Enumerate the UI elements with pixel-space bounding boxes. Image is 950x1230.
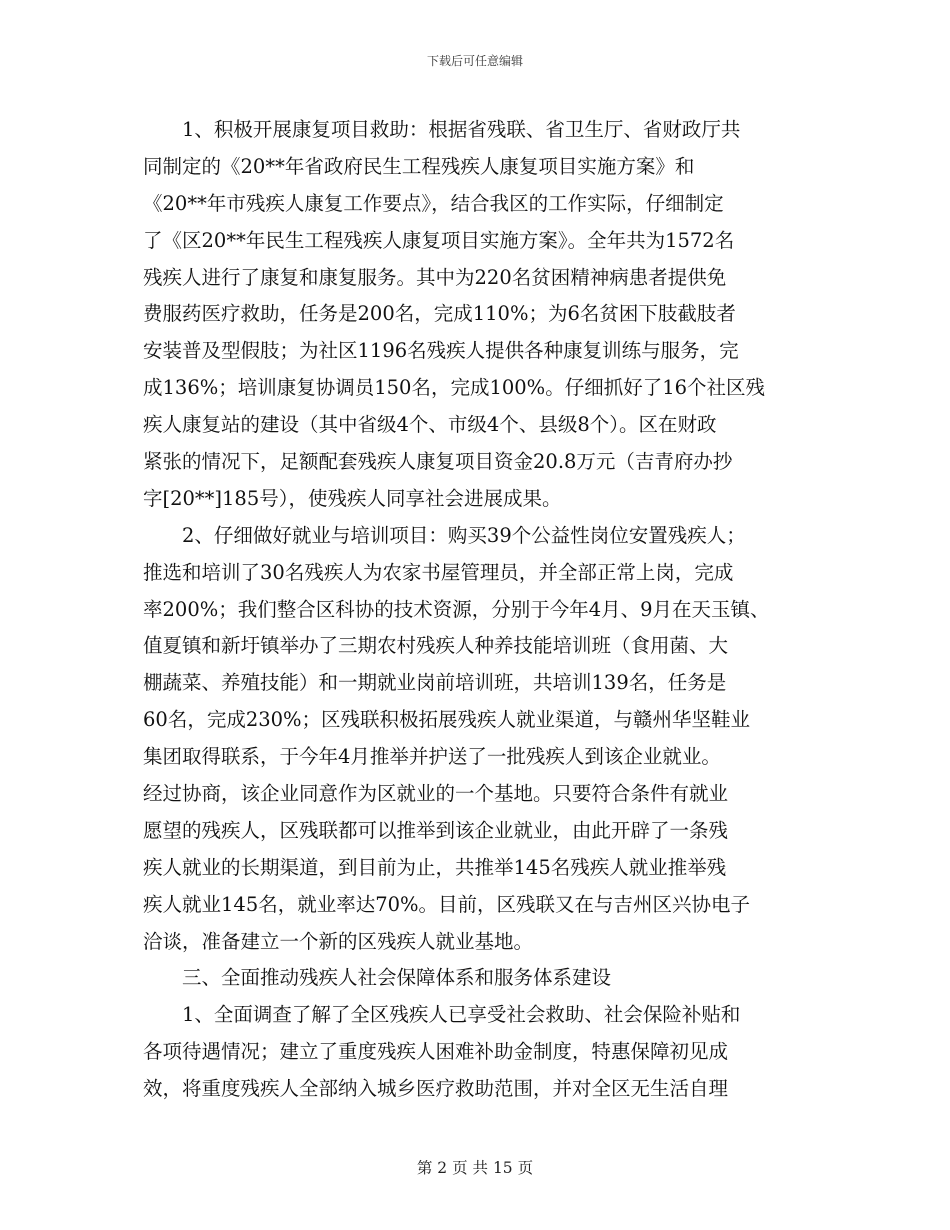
text-line: 安装普及型假肢；为社区1196名残疾人提供各种康复训练与服务，完 bbox=[143, 339, 739, 363]
text-line: 字[20**]185号），使残疾人同享社会进展成果。 bbox=[143, 486, 562, 510]
text-line: 率200%；我们整合区科协的技术资源，分别于今年4月、9月在天玉镇、 bbox=[143, 597, 770, 621]
page-header: 下载后可任意编辑 bbox=[426, 54, 523, 68]
page-footer: 第 2 页 共 15 页 bbox=[416, 1159, 534, 1177]
text-line: 疾人就业的长期渠道，到目前为止，共推举145名残疾人就业推举残 bbox=[143, 855, 727, 879]
body-text bbox=[143, 112, 833, 1108]
text-line: 集团取得联系，于今年4月推举并护送了一批残疾人到该企业就业。 bbox=[143, 745, 721, 769]
text-line: 洽谈，准备建立一个新的区残疾人就业基地。 bbox=[143, 929, 534, 953]
text-line: 疾人康复站的建设（其中省级4个、市级4个、县级8个）。区在财政 bbox=[143, 413, 717, 437]
text-line: 各项待遇情况；建立了重度残疾人困难补助金制度，特惠保障初见成 bbox=[143, 1040, 729, 1064]
text-line: 2、仔细做好就业与培训项目：购买39个公益性岗位安置残疾人； bbox=[182, 523, 746, 547]
text-line: 愿望的残疾人，区残联都可以推举到该企业就业，由此开辟了一条残 bbox=[143, 818, 729, 842]
text-line: 1、全面调查了解了全区残疾人已享受社会救助、社会保险补贴和 bbox=[182, 1003, 741, 1027]
text-line: 1、积极开展康复项目救助：根据省残联、省卫生厅、省财政厅共 bbox=[182, 118, 741, 141]
text-line: 同制定的《20**年省政府民生工程残疾人康复项目实施方案》和 bbox=[143, 154, 695, 178]
text-line: 60名，完成230%；区残联积极拓展残疾人就业渠道，与赣州华坚鞋业 bbox=[143, 708, 751, 732]
text-line: 效，将重度残疾人全部纳入城乡医疗救助范围，并对全区无生活自理 bbox=[143, 1077, 729, 1101]
text-line: 残疾人进行了康复和康复服务。其中为220名贫困精神病患者提供免 bbox=[143, 265, 727, 289]
text-line: 棚蔬菜、养殖技能）和一期就业岗前培训班，共培训139名，任务是 bbox=[143, 671, 727, 695]
section-heading: 三、全面推动残疾人社会保障体系和服务体系建设 bbox=[182, 966, 612, 990]
text-line: 成136%；培训康复协调员150名，完成100%。仔细抓好了16个社区残 bbox=[143, 376, 766, 400]
text-line: 紧张的情况下，足额配套残疾人康复项目资金20.8万元（吉青府办抄 bbox=[143, 450, 733, 474]
text-line: 值夏镇和新圩镇举办了三期农村残疾人种养技能培训班（食用菌、大 bbox=[143, 634, 729, 658]
text-line: 经过协商，该企业同意作为区就业的一个基地。只要符合条件有就业 bbox=[143, 782, 729, 806]
text-line: 《20**年市残疾人康复工作要点》，结合我区的工作实际，仔细制定 bbox=[143, 191, 724, 215]
text-line: 了《区20**年民生工程残疾人康复项目实施方案》。全年共为1572名 bbox=[143, 228, 735, 252]
text-line: 疾人就业145名，就业率达70%。目前，区残联又在与吉州区兴协电子 bbox=[143, 892, 751, 916]
text-line: 费服药医疗救助，任务是200名，完成110%；为6名贫困下肢截肢者 bbox=[143, 302, 736, 326]
text-line: 推选和培训了30名残疾人为农家书屋管理员，并全部正常上岗，完成 bbox=[143, 560, 734, 584]
